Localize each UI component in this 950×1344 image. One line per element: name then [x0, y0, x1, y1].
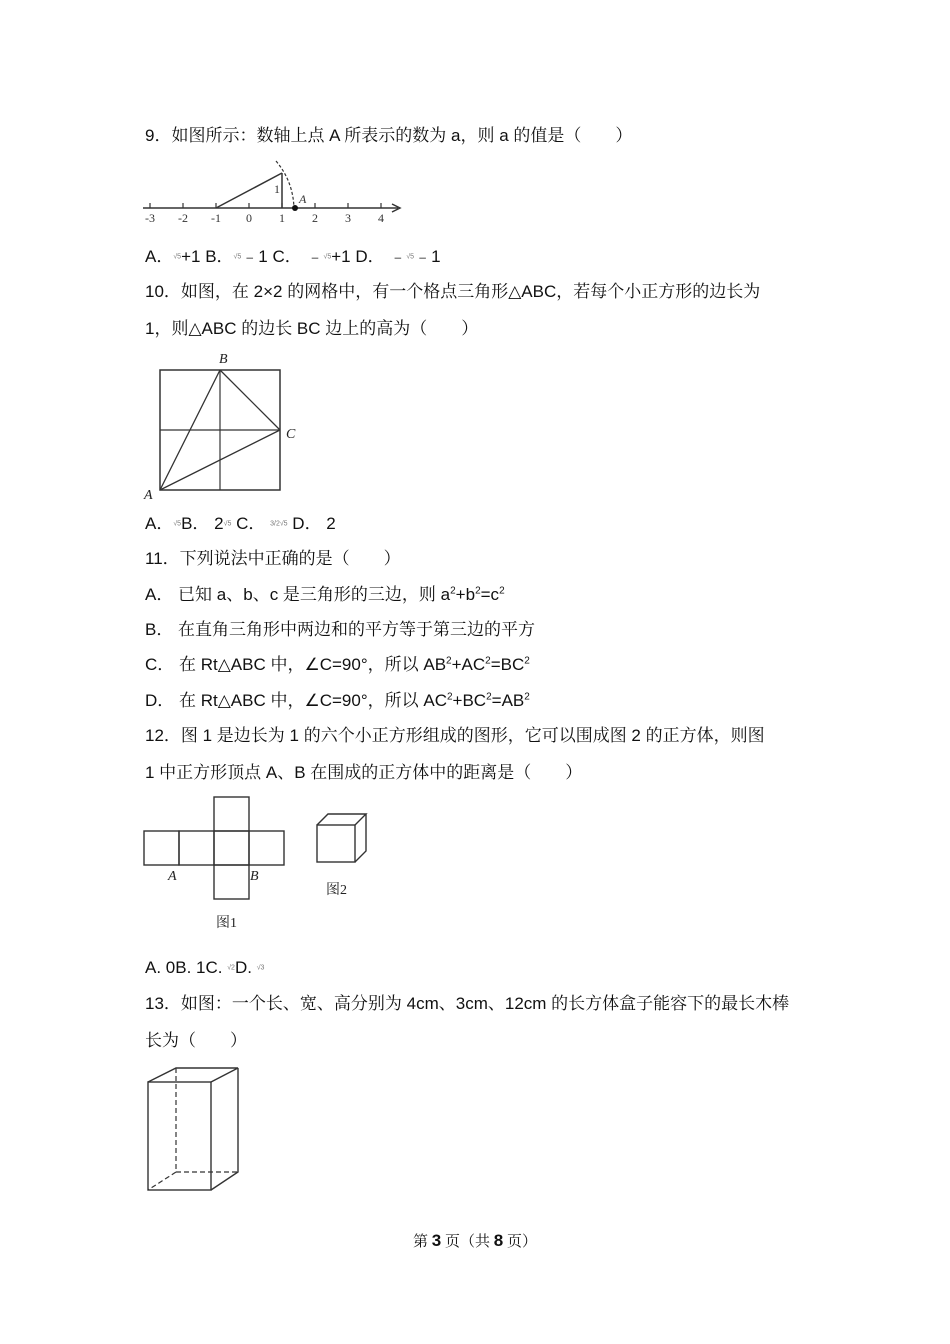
q12-cube-figure: [310, 805, 380, 905]
q12-cube-net-figure: [140, 793, 290, 938]
q12-stem-line1: 12．图 1 是边长为 1 的六个小正方形组成的图形，它可以围成图 2 的正方体，则图: [145, 726, 765, 745]
page-number: 3: [431, 1231, 442, 1250]
sqrt-symbol: √2: [227, 964, 235, 972]
sqrt-symbol: √5: [223, 520, 232, 528]
q10-grid-figure: [140, 347, 310, 504]
q10-options: A．√5B． 2√5 C． 3/2√5 D． 2: [145, 514, 336, 533]
q11-option-d: D． 在 Rt△ABC 中，∠C=90°，所以 $AC^2+BC^2=AB^2$: [145, 691, 530, 710]
q9-stem: 9．如图所示：数轴上点 A 所表示的数为 a，则 a 的值是（ ）: [145, 126, 633, 145]
q10-stem-line1: 10．如图，在 2×2 的网格中，有一个格点三角形△ABC，若每个小正方形的边长为: [145, 282, 761, 301]
q12-stem-line2: 1 中正方形顶点 A、B 在围成的正方体中的距离是（ ）: [145, 763, 583, 782]
fraction-sqrt-symbol: 3/2√5: [270, 520, 288, 528]
page-footer: 第 3 页（共 8 页）: [413, 1231, 537, 1250]
q9-tick: -1: [211, 211, 221, 225]
sqrt-symbol: √5: [323, 253, 332, 261]
q9-tick: 4: [378, 211, 384, 225]
q10-label-C: C: [286, 427, 296, 442]
q9-tick: 1: [279, 211, 285, 225]
q9-number-line-figure: [140, 155, 410, 225]
q11-option-b: B． 在直角三角形中两边和的平方等于第三边的平方: [145, 620, 536, 639]
q9-tick: 0: [246, 211, 252, 225]
q13-stem-line2: 长为（ ）: [145, 1031, 247, 1050]
q12-label-B: B: [250, 869, 259, 884]
q9-tick: -3: [145, 211, 155, 225]
sqrt-symbol: √5: [233, 253, 242, 261]
q13-box-figure: [140, 1060, 250, 1200]
sqrt-symbol: √5: [406, 253, 415, 261]
q13-stem-line1: 13．如图：一个长、宽、高分别为 4cm、3cm、12cm 的长方体盒子能容下的最长木棒: [145, 994, 790, 1013]
q11-option-a: A． 已知 a、b、c 是三角形的三边，则 $a^2+b^2=c^2$: [145, 585, 505, 604]
sqrt-symbol: √3: [256, 964, 265, 972]
q9-tick: 3: [345, 211, 351, 225]
q10-label-B: B: [219, 352, 228, 367]
q9-tick: -2: [178, 211, 188, 225]
sqrt-symbol: √5: [173, 520, 182, 528]
q9-tick: 2: [312, 211, 318, 225]
page-total: 8: [493, 1231, 504, 1250]
q10-stem-line2: 1，则△ABC 的边长 BC 边上的高为（ ）: [145, 319, 479, 338]
q12-fig2-caption: 图2: [326, 883, 347, 898]
q9-label-A: A: [299, 192, 307, 206]
q12-fig1-caption: 图1: [216, 916, 237, 931]
q10-label-A: A: [144, 488, 153, 503]
q11-stem: 11．下列说法中正确的是（ ）: [145, 549, 401, 568]
q12-label-A: A: [168, 869, 177, 884]
q11-option-c: C． 在 Rt△ABC 中，∠C=90°，所以 $AB^2+AC^2=BC^2$: [145, 655, 530, 674]
sqrt-symbol: √5: [173, 253, 182, 261]
q9-options: A．√5+1 B．√5﹣1 C． ﹣√5+1 D． ﹣√5﹣1: [145, 247, 441, 266]
q12-options: A. 0B. 1C. √2D. √3: [145, 958, 265, 977]
q9-label-1: 1: [274, 182, 280, 196]
